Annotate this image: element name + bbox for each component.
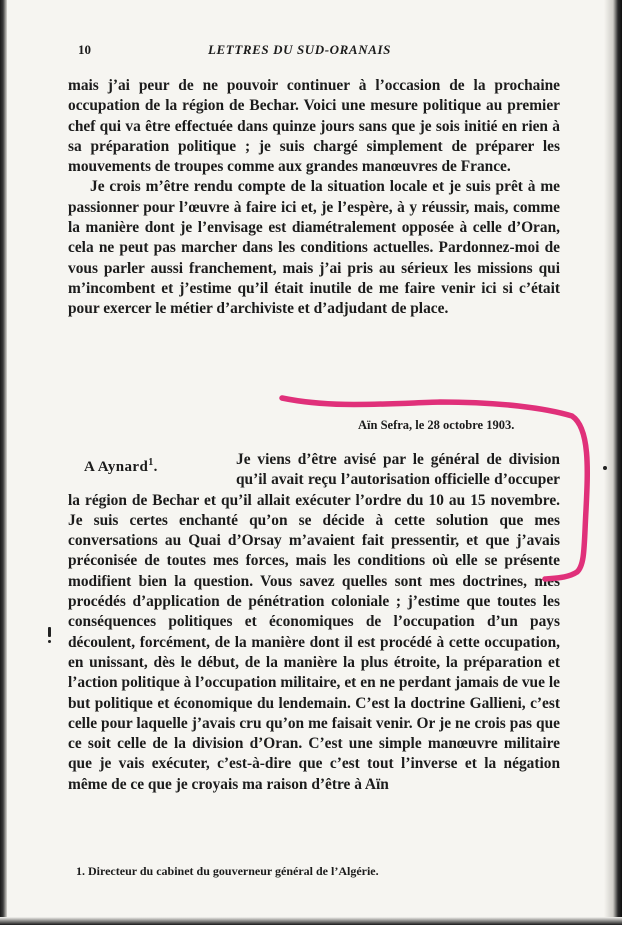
page-edge-left: [0, 0, 7, 925]
page-header: [78, 42, 558, 60]
footnote-marker: 1: [148, 457, 154, 468]
letter-body: Je viens d’être avisé par le général de division qu’il avait reçu l’autorisation officielle d’occuper la région de Bechar et qu’il allait exécuter l’ordre du 10 au 15 novembre. Je suis certes enchanté qu’on se décide à cette solution que mes conversations au Quai d’Orsay m’avaient fait pressentir, et que j’avais préconisée de toutes mes forces, mais les conditions où elle se présente modifient bien la question. Vous savez quelles sont mes doctrines, mes procédés d’application de pénétration coloniale ; j’estime que toutes les conséquences politiques et économiques de l’occupation d’un pays découlent, forcément, de la manière dont il est procédé à cette occupation, en unissant, dès le début, de la manière la plus étroite, la préparation et l’action politique à l’occupation militaire, et en ne perdant jamais de vue le but politique et économique du lendemain. C’est la doctrine Gallieni, c’est celle pour laquelle j’avais cru qu’on me faisait venir. Or je ne crois pas que ce soit celle de la division d’Oran. C’est une simple manœuvre militaire que je vais exécuter, c’est-à-dire que c’est tout l’inverse et la négation même de ce que je croyais ma raison d’être à Aïn: [68, 451, 560, 793]
letter-dateline: Aïn Sefra, le 28 octobre 1903.: [358, 418, 515, 432]
letter-recipient: A Aynard$^1$.: [84, 457, 158, 475]
page-edge-right: [604, 0, 622, 925]
recipient-spacer: [68, 450, 236, 490]
scan-speck: [48, 627, 51, 637]
page-edge-bottom: [0, 917, 622, 925]
paragraph-2: Je crois m’être rendu compte de la situation locale et je suis prêt à me passionner pour l’œuvre à faire ici et, je l’espère, à y réussir, mais, comme la manière dont je l’envisage est diamétralement opposée à celle d’Oran, cela ne peut pas marcher dans les conditions actuelles. Pardonnez-moi de vous parler aussi franchement, mais j’ai pris au sérieux les missions qui m’incombent et j’estime qu’il était inutile de me faire venir ici si c’était pour exercer le métier d’archiviste et d’adjudant de place.: [68, 178, 560, 318]
footnote: 1. Directeur du cabinet du gouverneur général de l’Algérie.: [76, 864, 379, 878]
page-number: 10: [78, 42, 91, 57]
paragraph-1: mais j’ai peur de ne pouvoir continuer à l’occasion de la prochaine occupation de la région de Bechar. Voici une mesure politique au premier chef qui va être effectuée dans quinze jours sans que je sois initié en rien à sa préparation politique ; je suis chargé simplement de préparer les mouvements de troupes comme aux grandes manœuvres de France.: [68, 77, 560, 176]
running-head: LETTRES DU SUD-ORANAIS: [208, 42, 391, 57]
text-block-top: [68, 76, 560, 320]
scan-speck: [603, 466, 607, 470]
scan-speck: [48, 640, 51, 643]
letter-body-block: [68, 450, 560, 795]
recipient-name: A Aynard: [84, 459, 149, 475]
